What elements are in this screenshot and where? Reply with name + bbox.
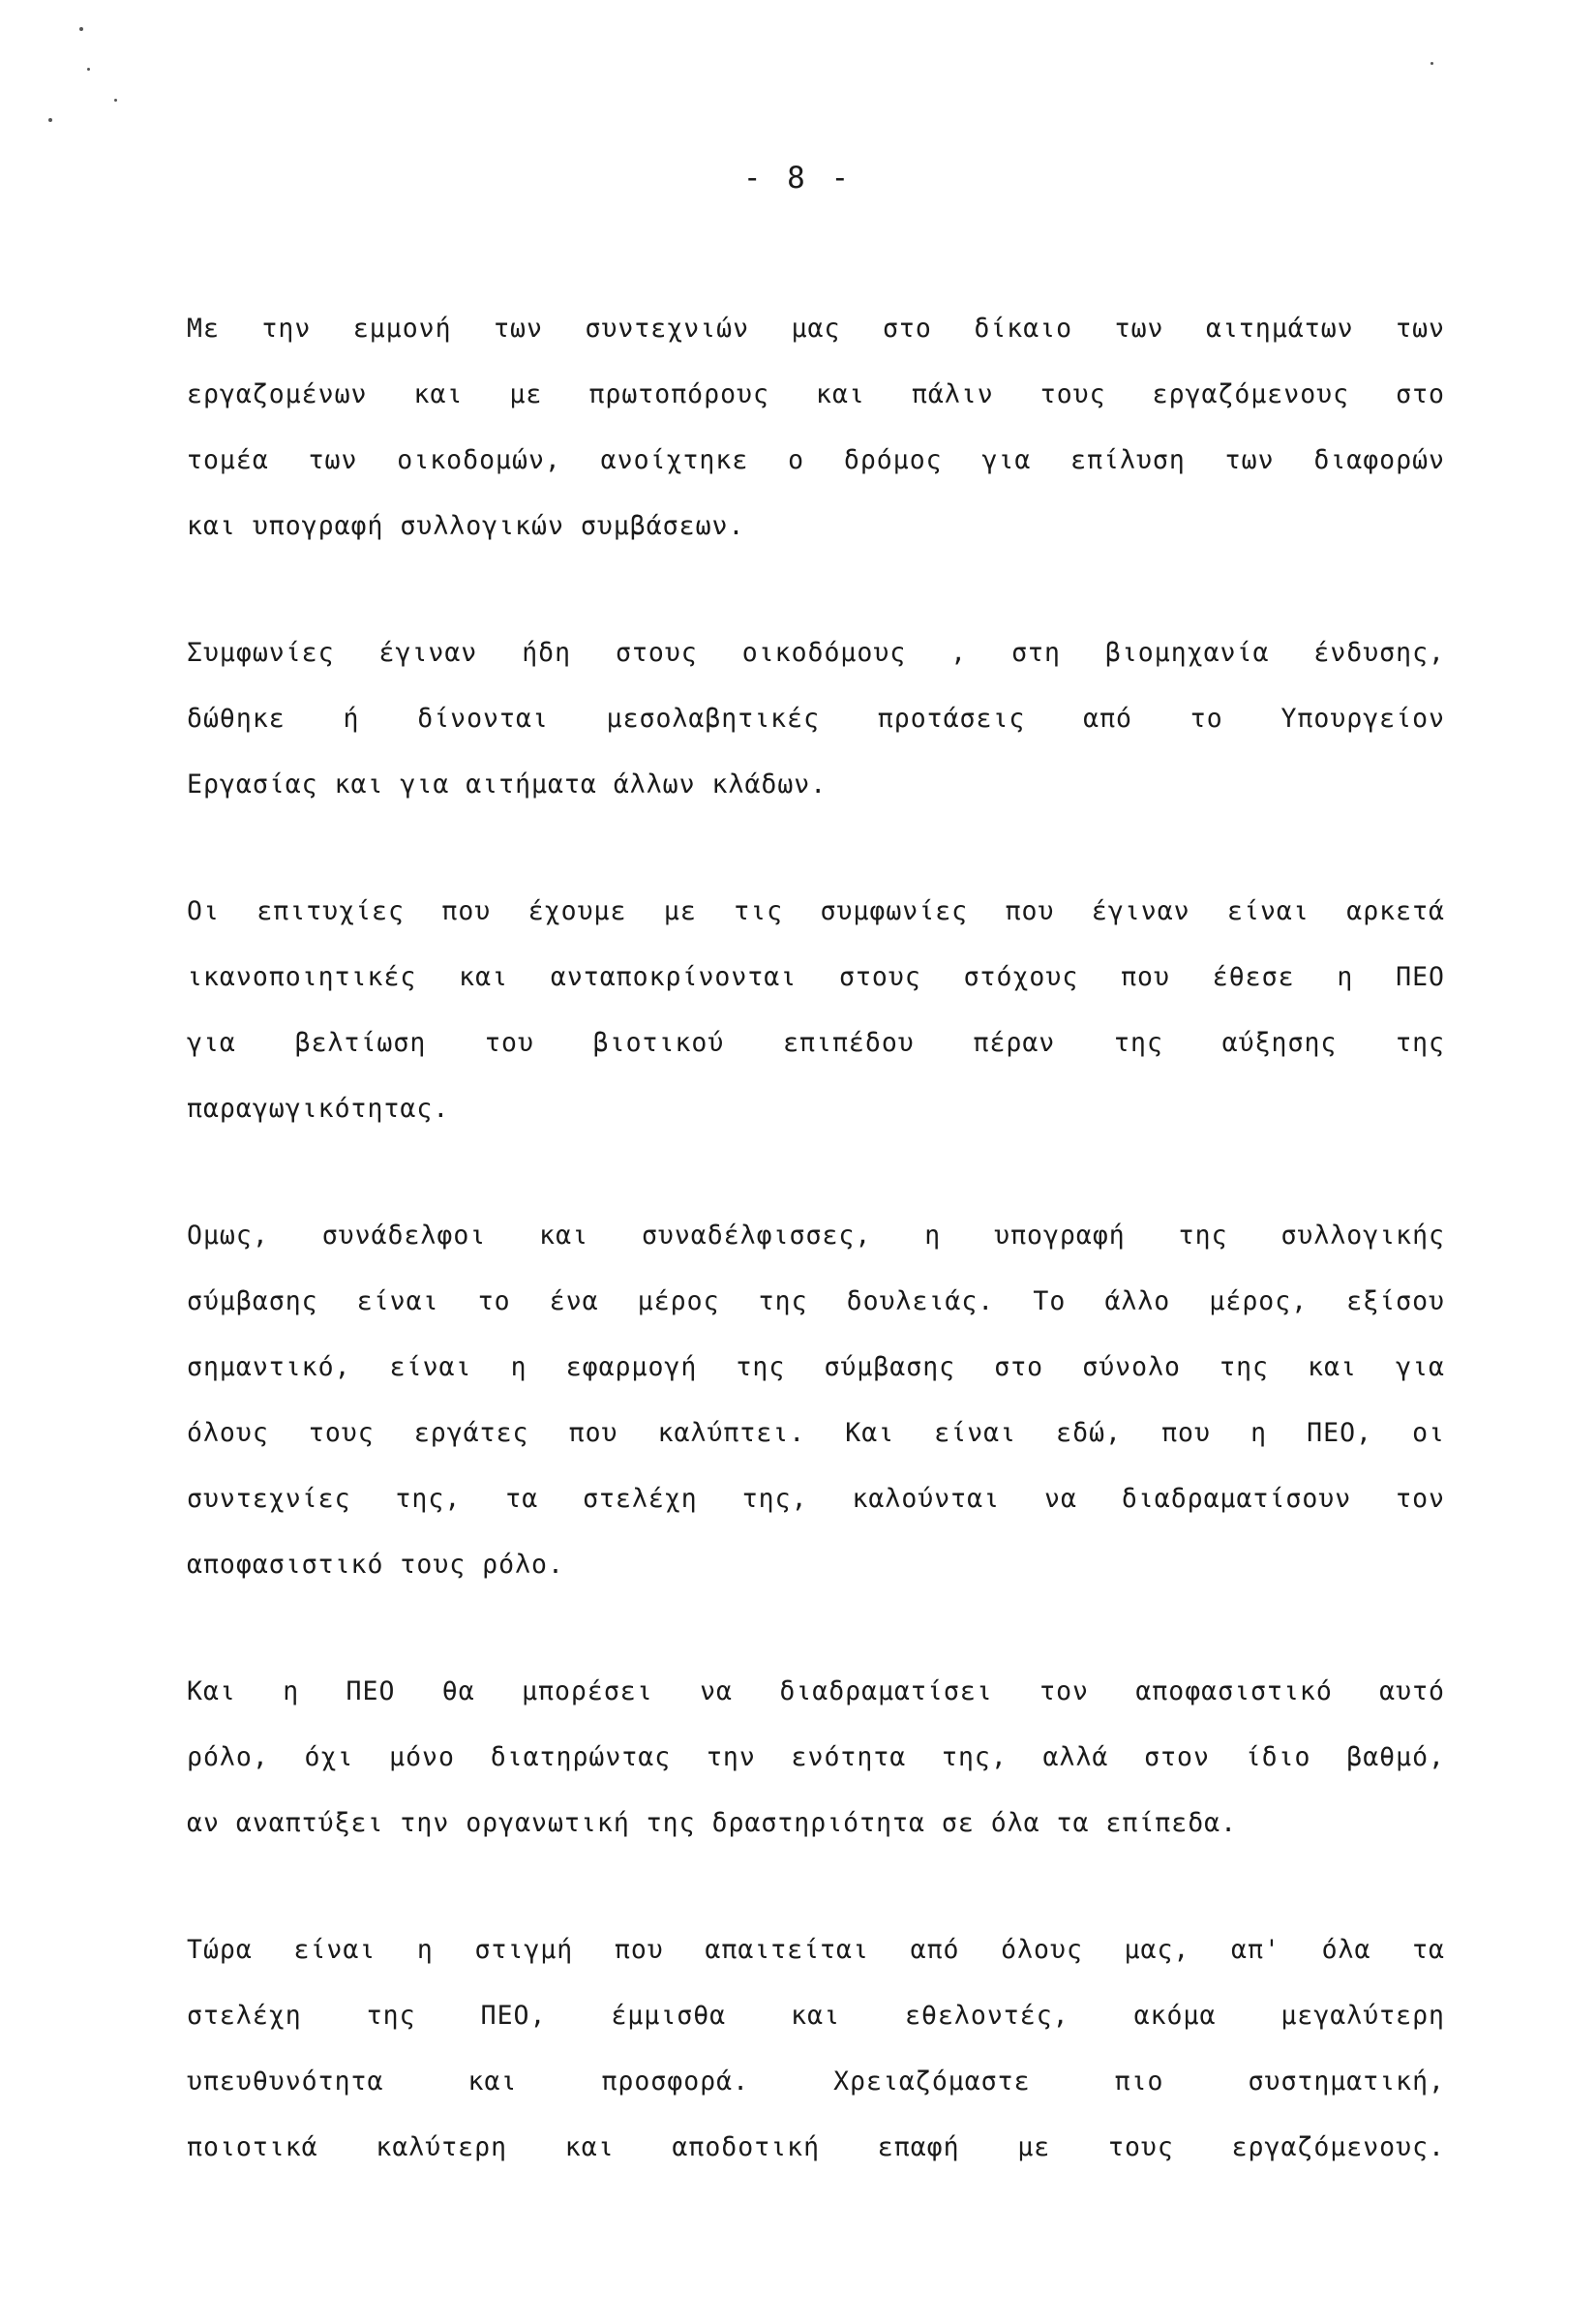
body-text <box>187 296 1445 2242</box>
text-line: παραγωγικότητας. <box>187 1094 450 1124</box>
text-line: Με την εμμονή των συντεχνιών μας στο δίκαιο των αιτημάτων των <box>187 314 1445 344</box>
text-line: υπευθυνότητα και προσφορά. Χρειαζόμαστε πιο συστηματική, <box>187 2067 1445 2097</box>
text-line: συντεχνίες της, τα στελέχη της, καλούνται να διαδραματίσουν τον <box>187 1484 1445 1514</box>
text-line: αν αναπτύξει την οργανωτική της δραστηριότητα σε όλα τα επίπεδα. <box>187 1808 1238 1838</box>
paragraph <box>187 296 1445 559</box>
text-line: Εργασίας και για αιτήματα άλλων κλάδων. <box>187 769 828 799</box>
text-line: εργαζομένων και με πρωτοπόρους και πάλιν τους εργαζόμενους στο <box>187 379 1445 409</box>
text-line: ποιοτικά καλύτερη και αποδοτική επαφή με τους εργαζόμενους. <box>187 2132 1445 2162</box>
text-line: όλους τους εργάτες που καλύπτει. Και είναι εδώ, που η ΠΕΟ, οι <box>187 1418 1445 1448</box>
text-line: Ομως, συνάδελφοι και συναδέλφισσες, η υπογραφή της συλλογικής <box>187 1221 1445 1251</box>
paragraph <box>187 1203 1445 1598</box>
paragraph <box>187 620 1445 818</box>
text-line: για βελτίωση του βιοτικού επιπέδου πέραν της αύξησης της <box>187 1028 1445 1058</box>
text-line: αποφασιστικό τους ρόλο. <box>187 1550 564 1580</box>
paragraph <box>187 879 1445 1142</box>
paragraph <box>187 1917 1445 2181</box>
text-line: Τώρα είναι η στιγμή που απαιτείται από όλους μας, απ' όλα τα <box>187 1935 1445 1965</box>
page-number: - 8 - <box>742 161 854 196</box>
scan-speck <box>87 68 90 71</box>
paragraph <box>187 1659 1445 1856</box>
scan-speck <box>79 27 83 31</box>
text-line: ικανοποιητικές και ανταποκρίνονται στους στόχους που έθεσε η ΠΕΟ <box>187 962 1445 992</box>
scan-speck <box>1430 62 1433 65</box>
text-line: Οι επιτυχίες που έχουμε με τις συμφωνίες που έγιναν είναι αρκετά <box>187 896 1445 926</box>
text-line: δώθηκε ή δίνονται μεσολαβητικές προτάσεις από το Υπουργείον <box>187 704 1445 734</box>
text-line: στελέχη της ΠΕΟ, έμμισθα και εθελοντές, ακόμα μεγαλύτερη <box>187 2001 1445 2031</box>
text-line: σημαντικό, είναι η εφαρμογή της σύμβασης στο σύνολο της και για <box>187 1352 1445 1382</box>
text-line: σύμβασης είναι το ένα μέρος της δουλειάς. Το άλλο μέρος, εξίσου <box>187 1286 1445 1316</box>
text-line: Και η ΠΕΟ θα μπορέσει να διαδραματίσει τον αποφασιστικό αυτό <box>187 1676 1445 1706</box>
scan-speck <box>48 118 52 122</box>
text-line: Συμφωνίες έγιναν ήδη στους οικοδόμους , στη βιομηχανία ένδυσης, <box>187 638 1445 668</box>
text-line: και υπογραφή συλλογικών συμβάσεων. <box>187 511 745 541</box>
scan-speck <box>114 99 117 102</box>
text-line: ρόλο, όχι μόνο διατηρώντας την ενότητα της, αλλά στον ίδιο βαθμό, <box>187 1742 1445 1772</box>
text-line: τομέα των οικοδομών, ανοίχτηκε ο δρόμος για επίλυση των διαφορών <box>187 445 1445 475</box>
